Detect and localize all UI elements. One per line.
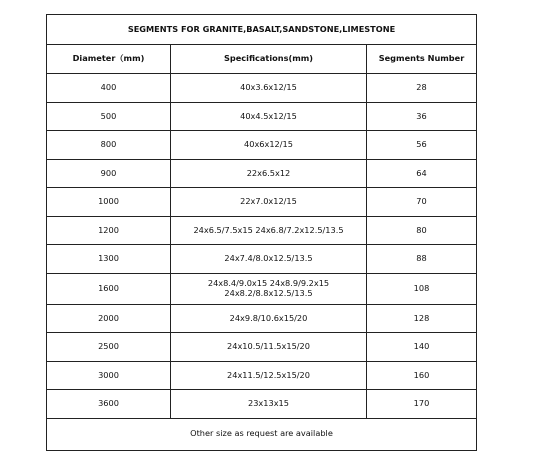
- table-row: [47, 304, 477, 333]
- cell-specification: [171, 159, 367, 188]
- cell-segments-number: 64: [367, 159, 477, 188]
- header-specifications: Specifications(mm): [171, 45, 367, 74]
- cell-specification: [171, 131, 367, 160]
- cell-segments-number: 170: [367, 390, 477, 419]
- cell-diameter: 900: [47, 159, 171, 188]
- spec-line: 24x7.4/8.0x12.5/13.5: [224, 253, 313, 264]
- spec-line: 24x10.5/11.5x15/20: [227, 341, 310, 352]
- spec-line: 24x9.8/10.6x15/20: [229, 312, 308, 323]
- table-row: [47, 273, 477, 304]
- table-title: SEGMENTS FOR GRANITE,BASALT,SANDSTONE,LIMESTONE: [47, 15, 477, 45]
- cell-segments-number: 140: [367, 333, 477, 362]
- table-row: [47, 131, 477, 160]
- cell-segments-number: 36: [367, 102, 477, 131]
- cell-diameter: 500: [47, 102, 171, 131]
- cell-segments-number: 56: [367, 131, 477, 160]
- cell-diameter: 1600: [47, 273, 171, 304]
- table-footer-note: Other size as request are available: [47, 418, 477, 450]
- table-row: [47, 390, 477, 419]
- table-row: [47, 216, 477, 245]
- cell-specification: [171, 390, 367, 419]
- header-segments-number: Segments Number: [367, 45, 477, 74]
- cell-segments-number: 80: [367, 216, 477, 245]
- header-diameter: Diameter（mm): [47, 45, 171, 74]
- cell-specification: [171, 333, 367, 362]
- cell-diameter: 400: [47, 74, 171, 103]
- cell-specification: [171, 216, 367, 245]
- spec-line: 40x6x12/15: [244, 139, 293, 150]
- cell-segments-number: 108: [367, 273, 477, 304]
- table-row: [47, 361, 477, 390]
- cell-diameter: 3000: [47, 361, 171, 390]
- cell-diameter: 3600: [47, 390, 171, 419]
- table-row: [47, 102, 477, 131]
- cell-segments-number: 128: [367, 304, 477, 333]
- spec-line: 22x7.0x12/15: [240, 196, 297, 207]
- spec-line: 22x6.5x12: [246, 167, 291, 178]
- cell-specification: [171, 273, 367, 304]
- cell-diameter: 1000: [47, 188, 171, 217]
- cell-specification: [171, 361, 367, 390]
- cell-segments-number: 160: [367, 361, 477, 390]
- cell-specification: [171, 304, 367, 333]
- cell-specification: [171, 188, 367, 217]
- cell-specification: [171, 74, 367, 103]
- cell-specification: [171, 102, 367, 131]
- spec-line: 24x6.5/7.5x15 24x6.8/7.2x12.5/13.5: [193, 224, 344, 235]
- cell-segments-number: 70: [367, 188, 477, 217]
- spec-line: 24x8.2/8.8x12.5/13.5: [224, 287, 313, 298]
- segments-table: [46, 14, 477, 451]
- cell-segments-number: 88: [367, 245, 477, 274]
- table-body: [47, 74, 477, 419]
- table-row: [47, 333, 477, 362]
- cell-specification: [171, 245, 367, 274]
- spec-line: 40x3.6x12/15: [240, 82, 297, 93]
- cell-diameter: 800: [47, 131, 171, 160]
- table-row: [47, 188, 477, 217]
- cell-diameter: 2000: [47, 304, 171, 333]
- spec-line: 24x11.5/12.5x15/20: [227, 369, 310, 380]
- table-row: [47, 74, 477, 103]
- cell-diameter: 1300: [47, 245, 171, 274]
- spec-line: 40x4.5x12/15: [240, 110, 297, 121]
- spec-line: 23x13x15: [248, 398, 289, 409]
- spec-line: 24x8.4/9.0x15 24x8.9/9.2x15: [207, 278, 330, 289]
- cell-segments-number: 28: [367, 74, 477, 103]
- table-row: [47, 245, 477, 274]
- cell-diameter: 1200: [47, 216, 171, 245]
- cell-diameter: 2500: [47, 333, 171, 362]
- table-row: [47, 159, 477, 188]
